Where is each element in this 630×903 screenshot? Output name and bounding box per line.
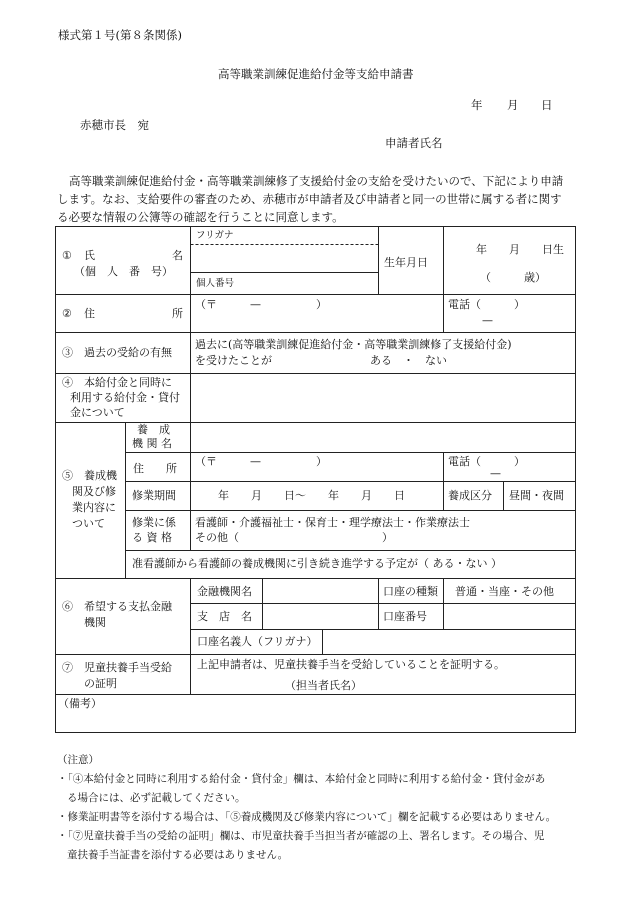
account-type-label: 口座の種類 — [383, 585, 438, 598]
note-1-line-2: る場合には、必ず記載してください。 — [67, 792, 246, 804]
note-3-line-1: ・「⑦児童扶養手当の受給の証明」欄は、市児童扶養手当担当者が確認の上、署名します。その場合、児 — [57, 830, 545, 842]
row1-number: ① — [62, 249, 72, 262]
row3-line-1: 過去に(高等職業訓練促進給付金・高等職業訓練修了支援給付金) — [195, 338, 512, 351]
continue-study-note[interactable]: 准看護師から看護師の養成機関に引き続き進学する予定が（ ある・ない ） — [132, 557, 502, 570]
institution-name-label-2: 機 関 名 — [132, 437, 172, 450]
institution-name-label-1: 養 成 — [137, 423, 170, 436]
birth-date-label: 生年月日 — [384, 256, 428, 269]
qualification-label-1: 修業に係 — [132, 516, 176, 529]
row1-label-a: 氏 — [84, 249, 95, 262]
date-day-label: 日 — [541, 98, 553, 112]
row5-label-1: ⑤ 養成機 — [62, 469, 117, 482]
furigana-label: フリガナ — [196, 230, 234, 241]
kojin-bango-label: 個人番号 — [196, 278, 235, 289]
row7-label-1: ⑦ 児童扶養手当受給 — [62, 661, 172, 674]
notes-header: （注意） — [57, 754, 99, 766]
row6-label-1: ⑥ 希望する支払金融 — [62, 600, 172, 613]
bank-name-label: 金融機関名 — [197, 585, 252, 598]
row5-label-4: ついて — [72, 517, 105, 530]
note-3-line-2: 童扶養手当証書を添付する必要はありません。 — [67, 849, 289, 861]
intro-line-1: 高等職業訓練促進給付金・高等職業訓練修了支援給付金の支給を受けたいので、下記により申請 — [69, 174, 564, 188]
account-holder-input[interactable] — [326, 632, 575, 650]
institution-address-label: 住 所 — [133, 462, 177, 475]
note-2: ・修業証明書等を添付する場合は、「⑤養成機関及び修業内容について」欄を記載する必要はありません。 — [57, 811, 557, 823]
row2-phone-label: 電話（ ） — [448, 298, 525, 311]
form-number: 様式第１号(第８条関係) — [58, 28, 182, 42]
institution-phone-dash: — — [490, 467, 501, 480]
page-title: 高等職業訓練促進給付金等支給申請書 — [218, 67, 414, 81]
branch-name-label: 支 店 名 — [197, 610, 252, 623]
study-period-label: 修業期間 — [132, 489, 176, 502]
applicant-name-input[interactable] — [450, 134, 579, 150]
remarks-label: （備考） — [58, 697, 102, 710]
applicant-name-label: 申請者氏名 — [385, 136, 443, 150]
account-number-label: 口座番号 — [383, 610, 427, 623]
note-1-line-1: ・「④本給付金と同時に利用する給付金・貸付金」欄は、本給付金と同時に利用する給付金・貸付金があ — [57, 773, 546, 785]
name-input[interactable] — [195, 247, 377, 269]
address-input[interactable] — [195, 314, 443, 330]
institution-address-input[interactable] — [195, 467, 443, 480]
row2-postal: （〒 — ） — [195, 298, 327, 311]
row6-label-2: 機関 — [84, 616, 106, 629]
row4-label-3: 金について — [70, 406, 125, 419]
course-type-options[interactable]: 昼間・夜間 — [509, 489, 564, 502]
row7-label-2: の証明 — [84, 677, 117, 690]
institution-name-input[interactable] — [195, 426, 575, 448]
date-month-label: 月 — [507, 98, 519, 112]
study-period-value: 年 月 日～ 年 月 日 — [218, 489, 405, 502]
birth-date-value: 年 月 日生 — [476, 243, 564, 256]
remarks-input[interactable] — [60, 711, 574, 729]
row7-officer-label: （担当者氏名） — [285, 679, 362, 692]
row4-label-1: ④ 本給付金と同時に — [62, 376, 172, 389]
row2-phone-dash: — — [482, 314, 493, 327]
qualification-list[interactable]: 看護師・介護福祉士・保育士・理学療法士・作業療法士 — [195, 516, 470, 529]
age-value: （ 歳） — [480, 271, 546, 284]
row5-label-2: 関及び修 — [72, 485, 116, 498]
account-holder-label: 口座名義人（フリガナ） — [197, 635, 318, 648]
row3-line-2: を受けたことが — [195, 354, 272, 367]
row7-certify-text: 上記申請者は、児童扶養手当を受給していることを証明する。 — [197, 658, 505, 671]
row1-label-sub: （個 人 番 号） — [74, 265, 173, 278]
account-type-options[interactable]: 普通・当座・その他 — [455, 585, 554, 598]
addressee: 赤穂市長 宛 — [80, 118, 149, 132]
institution-postal: （〒 — ） — [195, 455, 327, 468]
row3-options[interactable]: ある ・ ない — [370, 354, 447, 367]
branch-name-input[interactable] — [266, 607, 378, 625]
row2-label-b: 所 — [172, 307, 183, 320]
institution-phone-label: 電話（ ） — [448, 455, 525, 468]
intro-line-3: る必要な情報の公簿等の確認を行うことに同意します。 — [57, 210, 344, 224]
intro-line-2: します。なお、支給要件の審査のため、赤穂市が申請者及び申請者と同一の世帯に属する者に関す — [57, 192, 562, 206]
account-number-input[interactable] — [447, 607, 575, 625]
row2-number: ② — [62, 307, 72, 320]
row1-label-b: 名 — [172, 249, 183, 262]
other-benefits-input[interactable] — [195, 377, 575, 419]
row3-label: ③ 過去の受給の有無 — [62, 346, 172, 359]
row2-label-a: 住 — [84, 307, 95, 320]
course-type-label: 養成区分 — [448, 489, 492, 502]
bank-name-input[interactable] — [266, 582, 378, 600]
date-year-label: 年 — [471, 98, 483, 112]
qualification-other[interactable]: その他（ ） — [195, 531, 393, 544]
row5-label-3: 業内容に — [72, 501, 116, 514]
row4-label-2: 利用する給付金・貸付 — [70, 391, 180, 404]
qualification-label-2: る 資 格 — [132, 531, 172, 544]
